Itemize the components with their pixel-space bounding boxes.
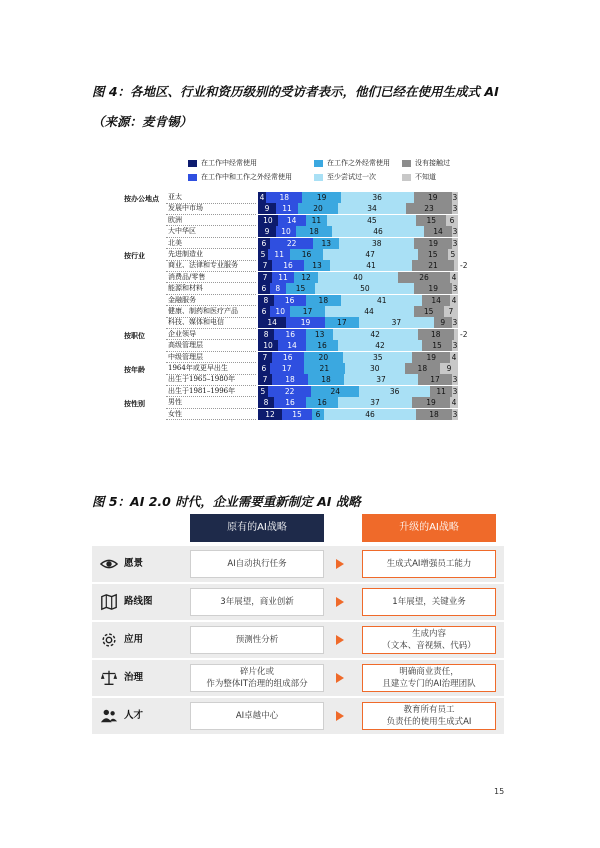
new-strategy-cell: 明确商业责任， 且建立专门的AI治理团队 [362, 664, 496, 692]
bar-segment: 6 [446, 215, 458, 226]
bar-segment: 18 [296, 226, 332, 237]
stacked-bar [258, 283, 458, 294]
stacked-bar [258, 386, 458, 397]
bar-segment: 9 [258, 226, 276, 237]
group-label: 按行业 [124, 251, 145, 260]
stacked-bar [258, 203, 458, 214]
scale-icon [100, 669, 118, 687]
row-separator [166, 419, 256, 420]
group-label: 按职位 [124, 330, 145, 340]
bar-segment: 4 [451, 352, 457, 362]
bar-segment: 17 [325, 317, 359, 328]
stacked-bar [258, 238, 458, 249]
bar-segment: 13 [304, 260, 330, 271]
figure4-source: （来源：麦肯锡） [92, 114, 193, 129]
stacked-bar [258, 329, 458, 340]
legend-swatch [402, 160, 411, 167]
group-label: 按办公地点 [124, 194, 159, 203]
bar-segment: 16 [274, 329, 306, 340]
gear-icon [100, 631, 118, 649]
strategy-row [92, 546, 504, 582]
bar-segment: 10 [270, 306, 290, 317]
bar-segment: 18 [272, 374, 308, 385]
bar-segment: 42 [338, 340, 422, 351]
legend-item [188, 158, 257, 168]
bar-segment: 3 [452, 375, 458, 385]
bar-segment: 19 [414, 238, 452, 249]
bar-segment: 14 [422, 295, 450, 306]
bar-segment: 19 [302, 192, 340, 203]
bar-segment: 6 [258, 306, 270, 317]
stacked-bar [258, 295, 458, 306]
bar-segment: 17 [270, 363, 304, 374]
bar-segment: 37 [338, 397, 412, 408]
bar-segment: 26 [398, 272, 450, 283]
bar-segment: 7 [258, 260, 272, 271]
strategy-row [92, 584, 504, 620]
bar-segment: 30 [345, 363, 404, 374]
stacked-bar [258, 374, 458, 385]
old-strategy-cell: 碎片化或 作为整体IT治理的组成部分 [190, 664, 324, 692]
legend-item [314, 158, 390, 168]
category-label: 男性 [168, 398, 182, 407]
new-strategy-cell: 教育所有员工 负责任的使用生成式AI [362, 702, 496, 730]
legend-label: 没有接触过 [415, 159, 450, 167]
category-label: 出生于1965–1980年 [168, 375, 236, 384]
category-label: 欧洲 [168, 215, 182, 224]
bar-segment: 3 [452, 238, 458, 248]
group-label: 按年龄 [124, 365, 145, 374]
bar-segment: 37 [344, 374, 418, 385]
stacked-bar [258, 306, 458, 317]
bar-segment [454, 260, 458, 271]
stacked-bar [258, 226, 458, 237]
legend-swatch [314, 174, 323, 181]
strategy-row [92, 698, 504, 734]
figure4-title: 图 4：各地区、行业和资历级别的受访者表示，他们已经在使用生成式 AI [92, 84, 499, 99]
bar-segment: 16 [272, 352, 304, 363]
bar-segment: 21 [412, 260, 454, 271]
map-icon [100, 593, 118, 611]
bar-segment: 14 [278, 215, 306, 226]
bar-segment: 3 [452, 341, 458, 351]
category-label: 健康、制药和医疗产品 [168, 307, 238, 315]
bar-segment: 19 [414, 283, 452, 294]
bar-segment: 7 [258, 374, 272, 385]
bar-segment: 50 [315, 283, 414, 294]
row-label: 人才 [124, 710, 144, 721]
bar-segment: 9 [440, 363, 458, 374]
stacked-bar [258, 192, 458, 203]
bar-segment: 40 [318, 272, 398, 283]
stacked-bar [258, 409, 458, 420]
bar-segment: 6 [258, 363, 270, 374]
bar-segment: 14 [278, 340, 306, 351]
legend-swatch [188, 160, 197, 167]
bar-segment: 9 [258, 203, 276, 214]
bar-segment: 17 [290, 306, 324, 317]
bar-segment: 16 [274, 397, 306, 408]
category-label: 商业、法律和专业服务 [168, 261, 238, 270]
bar-segment: 14 [258, 317, 286, 328]
bar-segment: 12 [294, 272, 318, 283]
bar-segment: 7 [444, 306, 458, 317]
old-strategy-cell: 预测性分析 [190, 626, 324, 654]
bar-segment: 15 [418, 249, 448, 260]
bar-segment: 19 [412, 352, 450, 363]
category-label: 出生于1981–1996年 [168, 386, 236, 395]
row-label: 治理 [124, 672, 144, 683]
legend-item [402, 158, 450, 168]
category-label: 高级管理层 [168, 341, 203, 350]
bar-segment: 10 [258, 215, 278, 226]
category-label: 1964年或更早出生 [168, 364, 228, 372]
bar-segment: 18 [266, 192, 302, 203]
bar-segment: 34 [338, 203, 406, 214]
bar-segment: 22 [268, 386, 312, 397]
bar-segment: 19 [286, 317, 324, 328]
legend-item [314, 172, 376, 182]
stacked-bar [258, 397, 458, 408]
bar-segment: 13 [313, 238, 339, 249]
category-label: 消费品/零售 [168, 272, 206, 281]
row-label: 路线图 [124, 596, 153, 607]
bar-segment: 5 [448, 249, 458, 260]
bar-segment: 37 [359, 317, 434, 328]
bar-segment: 15 [422, 340, 452, 351]
new-strategy-cell: 生成内容 （文本、音视频、代码） [362, 626, 496, 654]
bar-segment: 4 [451, 295, 457, 305]
old-strategy-cell: 3年展望，商业创新 [190, 588, 324, 616]
bar-segment: 3 [452, 204, 458, 214]
bar-segment: 35 [343, 352, 412, 363]
eye-icon [100, 555, 118, 573]
legend-label: 至少尝试过一次 [327, 173, 376, 181]
bar-segment: 19 [412, 397, 450, 408]
bar-segment: 41 [330, 260, 412, 271]
bar-segment: 6 [258, 238, 270, 249]
bar-segment: 16 [306, 340, 338, 351]
bar-segment: 10 [276, 226, 296, 237]
stacked-bar [258, 352, 458, 363]
stacked-bar [258, 317, 458, 328]
bar-segment: 6 [258, 283, 270, 294]
bar-segment: 8 [270, 283, 286, 294]
bar-segment: 20 [304, 352, 344, 363]
bar-segment: 21 [304, 363, 346, 374]
category-label: 科技、媒体和电信 [168, 318, 224, 327]
row-label: 愿景 [124, 558, 144, 569]
legend-swatch [402, 174, 411, 181]
category-label: 能源和材料 [168, 284, 203, 293]
stacked-bar [258, 272, 458, 283]
category-label: 大中华区 [168, 227, 196, 236]
stacked-bar [258, 340, 458, 351]
category-label: 先进制造业 [168, 250, 203, 258]
bar-segment: 16 [306, 397, 338, 408]
arrow-right-icon [336, 635, 344, 645]
bar-segment: 9 [434, 317, 452, 328]
strategy-row [92, 660, 504, 696]
row-label: 应用 [124, 634, 144, 645]
stacked-bar [258, 215, 458, 226]
bar-segment: 46 [332, 226, 424, 237]
bar-segment: 10 [258, 340, 278, 351]
bar-segment: 11 [306, 215, 328, 226]
old-strategy-cell: AI卓越中心 [190, 702, 324, 730]
bar-segment: 3 [452, 318, 458, 328]
strategy-row [92, 622, 504, 658]
figure5-title: 图 5：AI 2.0 时代，企业需要重新制定 AI 战略 [92, 494, 361, 509]
bar-segment: 24 [311, 386, 359, 397]
category-label: 金融服务 [168, 295, 196, 304]
category-label: 发展中市场 [168, 204, 203, 213]
bar-segment: 38 [339, 238, 414, 249]
bar-value-label: -2 [460, 261, 468, 271]
bar-segment: 6 [312, 409, 324, 420]
bar-segment: 8 [258, 397, 274, 408]
bar-segment: 17 [418, 374, 452, 385]
bar-segment: 11 [268, 249, 290, 260]
legend-label: 在工作之外经常使用 [327, 159, 390, 167]
bar-segment: 23 [406, 203, 452, 214]
bar-segment: 18 [418, 329, 454, 340]
old-strategy-cell: AI自动执行任务 [190, 550, 324, 578]
bar-segment: 41 [341, 295, 422, 306]
bar-segment: 13 [306, 329, 332, 340]
category-label: 亚太 [168, 193, 182, 201]
bar-segment: 18 [416, 409, 452, 420]
bar-segment: 44 [325, 306, 414, 317]
stacked-bar [258, 260, 458, 271]
bar-segment: 7 [258, 272, 272, 283]
bar-segment: 3 [452, 193, 458, 202]
legend-swatch [314, 160, 323, 167]
arrow-right-icon [336, 597, 344, 607]
bar-segment: 15 [286, 283, 316, 294]
bar-value-label: -2 [460, 329, 468, 339]
bar-segment: 16 [290, 249, 322, 260]
legend-swatch [188, 174, 197, 181]
bar-segment: 22 [270, 238, 314, 249]
category-label: 女性 [168, 409, 182, 418]
group-label: 按性别 [124, 399, 145, 409]
category-label: 北美 [168, 238, 182, 247]
bar-segment: 15 [414, 306, 444, 317]
bar-segment: 46 [324, 409, 416, 420]
stacked-bar [258, 363, 458, 374]
bar-segment: 45 [327, 215, 416, 226]
bar-segment: 11 [430, 386, 452, 397]
category-label: 中级管理层 [168, 352, 203, 361]
bar-segment: 3 [452, 227, 458, 237]
legend-label: 在工作中经常使用 [201, 159, 257, 167]
new-strategy-cell: 1年展望，关键业务 [362, 588, 496, 616]
bar-segment: 11 [276, 203, 298, 214]
bar-segment: 16 [274, 295, 306, 306]
header-new-strategy: 升级的AI战略 [362, 514, 496, 542]
bar-segment: 4 [451, 272, 457, 282]
bar-segment: 5 [258, 386, 268, 397]
bar-segment: 11 [272, 272, 294, 283]
bar-segment: 36 [359, 386, 430, 397]
bar-segment: 5 [258, 249, 268, 260]
bar-segment: 8 [258, 295, 274, 306]
legend-item [188, 172, 292, 182]
new-strategy-cell: 生成式AI增强员工能力 [362, 550, 496, 578]
arrow-right-icon [336, 559, 344, 569]
bar-segment: 3 [452, 409, 458, 419]
bar-segment: 18 [308, 374, 344, 385]
legend-label: 不知道 [415, 173, 436, 181]
bar-segment: 15 [416, 215, 446, 226]
bar-segment: 3 [452, 284, 458, 294]
bar-segment [454, 329, 458, 340]
bar-segment: 3 [452, 386, 458, 396]
bar-segment: 4 [451, 398, 457, 408]
bar-segment: 16 [272, 260, 304, 271]
legend-item [402, 172, 436, 182]
arrow-right-icon [336, 711, 344, 721]
bar-segment: 19 [414, 192, 452, 203]
bar-segment: 8 [258, 329, 274, 340]
bar-segment: 36 [341, 192, 414, 203]
category-label: 企业领导 [168, 329, 196, 338]
legend-label: 在工作中和工作之外经常使用 [201, 173, 292, 181]
page-number: 15 [494, 787, 505, 796]
bar-segment: 18 [306, 295, 342, 306]
bar-segment: 20 [298, 203, 338, 214]
people-icon [100, 707, 118, 725]
bar-segment: 18 [405, 363, 441, 374]
bar-segment: 7 [258, 352, 272, 363]
bar-segment: 47 [323, 249, 418, 260]
stacked-bar [258, 249, 458, 260]
header-old-strategy: 原有的AI战略 [190, 514, 324, 542]
bar-segment: 42 [333, 329, 418, 340]
bar-segment: 12 [258, 409, 282, 420]
arrow-right-icon [336, 673, 344, 683]
bar-segment: 4 [259, 193, 265, 202]
bar-segment: 15 [282, 409, 312, 420]
bar-segment: 14 [424, 226, 452, 237]
